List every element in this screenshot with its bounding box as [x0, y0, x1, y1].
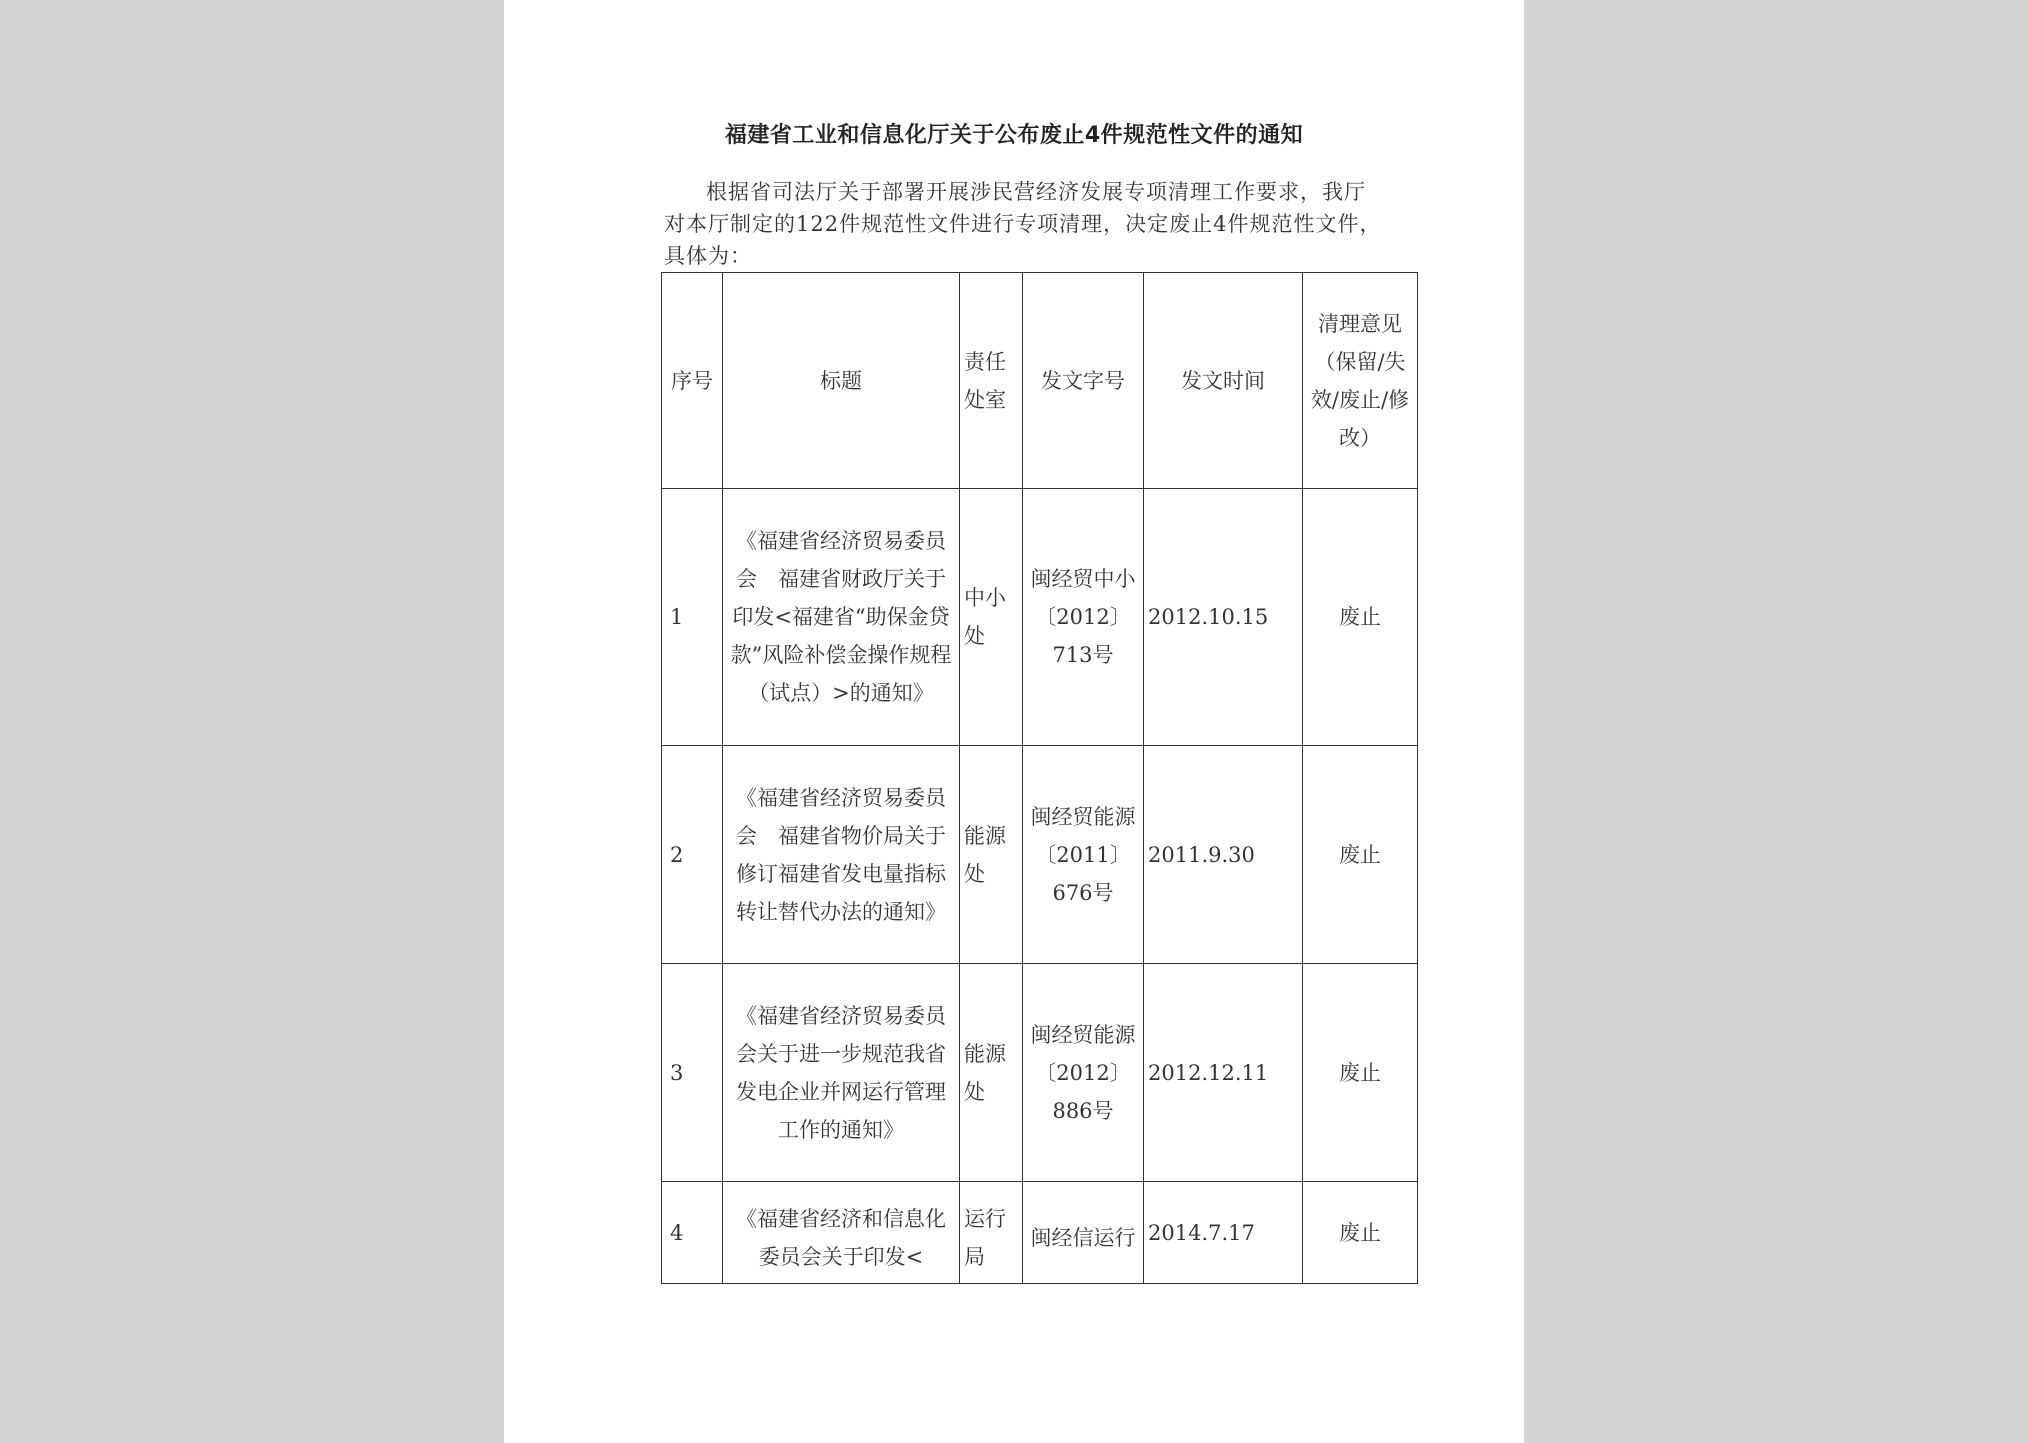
row-doc-no: 闽经信运行 [1023, 1182, 1144, 1284]
header-no: 序号 [662, 273, 723, 489]
row-date: 2014.7.17 [1144, 1182, 1303, 1284]
table-header-row [662, 273, 1418, 489]
row-opinion: 废止 [1303, 489, 1418, 746]
table-row [662, 964, 1418, 1182]
row-doc-no: 闽经贸能源〔2011〕676号 [1023, 746, 1144, 964]
table-row [662, 1182, 1418, 1284]
row-date: 2012.10.15 [1144, 489, 1303, 746]
header-dept: 责任处室 [960, 273, 1023, 489]
row-date: 2012.12.11 [1144, 964, 1303, 1182]
table-row [662, 489, 1418, 746]
header-title: 标题 [723, 273, 960, 489]
row-dept: 中小处 [960, 489, 1023, 746]
row-dept: 能源处 [960, 746, 1023, 964]
row-dept: 能源处 [960, 964, 1023, 1182]
row-no: 4 [662, 1182, 723, 1284]
row-dept: 运行局 [960, 1182, 1023, 1284]
row-title: 《福建省经济贸易委员会关于进一步规范我省发电企业并网运行管理工作的通知》 [723, 964, 960, 1182]
header-opinion: 清理意见（保留/失效/废止/修改） [1303, 273, 1418, 489]
row-opinion: 废止 [1303, 746, 1418, 964]
header-doc-no: 发文字号 [1023, 273, 1144, 489]
abolished-documents-table [661, 272, 1418, 1284]
row-title: 《福建省经济和信息化委员会关于印发< [723, 1182, 960, 1284]
header-date: 发文时间 [1144, 273, 1303, 489]
row-doc-no: 闽经贸中小〔2012〕713号 [1023, 489, 1144, 746]
row-title: 《福建省经济贸易委员会 福建省物价局关于修订福建省发电量指标转让替代办法的通知》 [723, 746, 960, 964]
row-title: 《福建省经济贸易委员会 福建省财政厅关于印发<福建省“助保金贷款”风险补偿金操作规程（试点）>的通知》 [723, 489, 960, 746]
row-doc-no: 闽经贸能源〔2012〕886号 [1023, 964, 1144, 1182]
row-date: 2011.9.30 [1144, 746, 1303, 964]
document-page [504, 0, 1524, 1443]
row-opinion: 废止 [1303, 1182, 1418, 1284]
document-title: 福建省工业和信息化厅关于公布废止4件规范性文件的通知 [724, 123, 1304, 148]
row-opinion: 废止 [1303, 964, 1418, 1182]
row-no: 2 [662, 746, 723, 964]
intro-paragraph: 根据省司法厅关于部署开展涉民营经济发展专项清理工作要求，我厅对本厅制定的122件规范性文件进行专项清理，决定废止4件规范性文件，具体为： [664, 180, 1382, 268]
row-no: 3 [662, 964, 723, 1182]
row-no: 1 [662, 489, 723, 746]
table-row [662, 746, 1418, 964]
